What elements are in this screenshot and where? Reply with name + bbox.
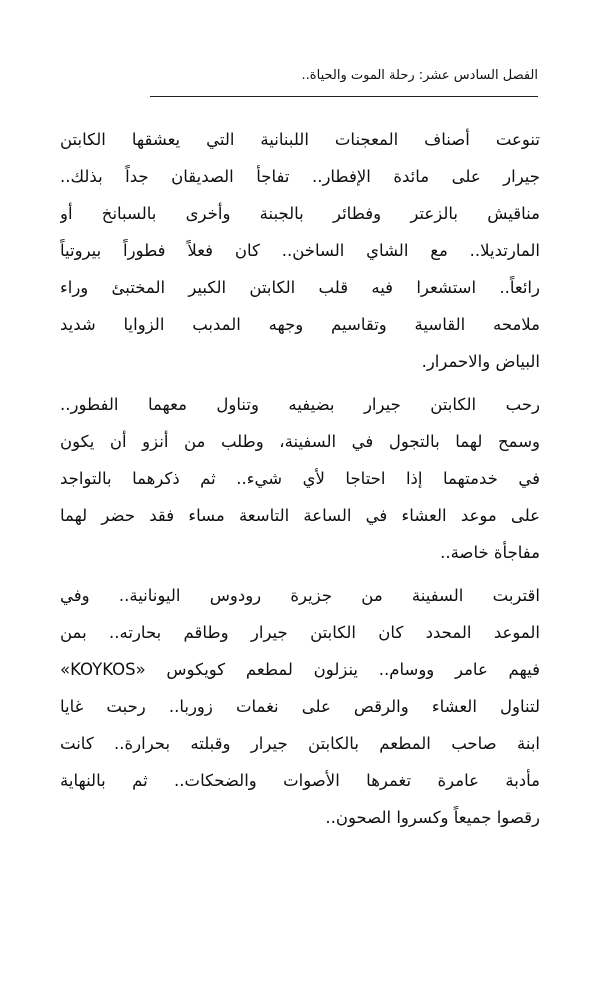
text-line: على موعد العشاء في الساعة التاسعة مساء فقد حضر لهما bbox=[60, 506, 540, 525]
text-line: مأدبة عامرة تغمرها الأصوات والضحكات.. ثم بالنهاية bbox=[60, 771, 540, 790]
paragraph-3 bbox=[60, 577, 540, 836]
text-line: تنوعت أصناف المعجنات اللبنانية التي يعشقها الكابتن bbox=[60, 130, 540, 149]
text-line: لتناول العشاء والرقص على نغمات زوربا.. رحبت غايا bbox=[60, 697, 540, 716]
text-line: اقتربت السفينة من جزيرة رودوس اليونانية.. وفي bbox=[60, 586, 540, 605]
text-line: الموعد المحدد كان الكابتن جيرار وطاقم بحارته.. بمن bbox=[60, 623, 540, 642]
text-line: ملامحه القاسية وتقاسيم وجهه المدبب الزوايا شديد bbox=[60, 315, 540, 334]
text-line: رحب الكابتن جيرار بضيفيه وتناول معهما الفطور.. bbox=[60, 395, 540, 414]
header-rule bbox=[150, 96, 538, 97]
text-line: جيرار على مائدة الإفطار.. تفاجأ الصديقان جداً بذلك.. bbox=[60, 167, 540, 186]
text-line: ابنة صاحب المطعم بالكابتن جيرار وقبلته بحرارة.. كانت bbox=[60, 734, 540, 753]
paragraph-1 bbox=[60, 121, 540, 380]
text-line: فيهم عامر ووسام.. ينزلون لمطعم كويكوس «KOYKOS» bbox=[60, 660, 540, 679]
text-line: وسمح لهما بالتجول في السفينة، وطلب من أنزو أن يكون bbox=[60, 432, 540, 451]
text-line: في خدمتهما إذا احتاجا لأي شيء.. ثم ذكرهما بالتواجد bbox=[60, 469, 540, 488]
paragraph-2 bbox=[60, 386, 540, 571]
text-line: رائعاً.. استشعرا فيه قلب الكابتن الكبير المختبئ وراء bbox=[60, 278, 540, 297]
text-line: المارتديلا.. مع الشاي الساخن.. كان فعلاً فطوراً بيروتياً bbox=[60, 241, 540, 260]
chapter-running-header: الفصل السادس عشر: رحلة الموت والحياة.. bbox=[301, 68, 538, 83]
text-line: مناقيش بالزعتر وفطائر بالجبنة وأخرى بالسبانخ أو bbox=[60, 204, 540, 223]
text-line: مفاجأة خاصة.. bbox=[440, 543, 540, 562]
text-line: البياض والاحمرار. bbox=[421, 352, 540, 371]
body-text bbox=[60, 121, 540, 836]
text-line: رقصوا جميعاً وكسروا الصحون.. bbox=[325, 808, 540, 827]
